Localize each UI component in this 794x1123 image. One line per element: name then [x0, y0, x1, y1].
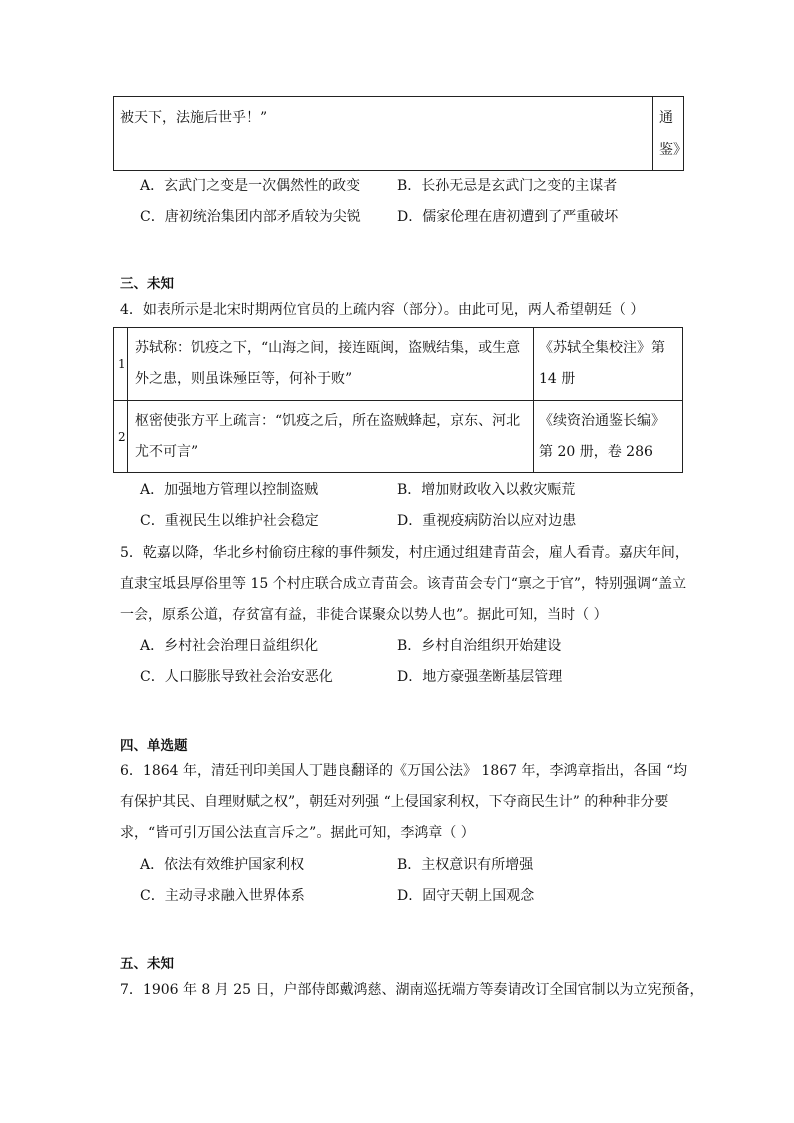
row-number: 2 — [118, 430, 126, 444]
option-c[interactable]: C．主动寻求融入世界体系 — [140, 888, 305, 904]
row-number: 1 — [118, 357, 126, 371]
section-title: 三、未知 — [120, 276, 174, 292]
option-d[interactable]: D．儒家伦理在唐初遭到了严重破坏 — [397, 209, 619, 225]
option-c[interactable]: C．唐初统治集团内部矛盾较为尖锐 — [140, 209, 361, 225]
table-divider — [114, 400, 683, 401]
row-content: 外之患，则虽诛殛臣等，何补于败” — [135, 371, 353, 387]
table-source-text: 通 — [659, 110, 673, 126]
row-content: 苏轼称：饥疫之下，“山海之间，接连瓯闽，盗贼结集，或生意 — [135, 340, 521, 356]
option-b[interactable]: B．增加财政收入以救灾赈荒 — [397, 482, 576, 498]
table-divider — [652, 97, 653, 170]
option-d[interactable]: D．地方豪强垄断基层管理 — [397, 669, 563, 685]
option-b[interactable]: B．长孙无忌是玄武门之变的主谋者 — [397, 178, 618, 194]
option-a[interactable]: A．乡村社会治理日益组织化 — [140, 638, 319, 654]
question-stem: 一会，原系公道，存贫富有益，非徒合谋聚众以势人也”。据此可知，当时（ ） — [120, 607, 608, 623]
row-source: 《续资治通鉴长编》 — [539, 413, 665, 429]
option-a[interactable]: A．依法有效维护国家利权 — [140, 857, 305, 873]
row-source: 14 册 — [539, 371, 576, 387]
question-stem: 直隶宝坻县厚俗里等 15 个村庄联合成立青苗会。该青苗会专门“禀之于官”，特别强调“盖立 — [120, 576, 687, 592]
row-content: 枢密使张方平上疏言：“饥疫之后，所在盗贼蜂起，京东、河北 — [135, 413, 521, 429]
question-stem: 7．1906 年 8 月 25 日，户部侍郎戴鸿慈、湖南巡抚端方等奏请改订全国官制以为立宪预备， — [120, 982, 704, 998]
option-a[interactable]: A．玄武门之变是一次偶然性的政变 — [140, 178, 361, 194]
question-stem: 求，“皆可引万国公法直言斥之”。据此可知，李鸿章（ ） — [120, 825, 475, 841]
option-a[interactable]: A．加强地方管理以控制盗贼 — [140, 482, 319, 498]
question-stem: 4．如表所示是北宋时期两位官员的上疏内容（部分）。由此可见，两人希望朝廷（ ） — [120, 302, 645, 318]
option-d[interactable]: D．重视疫病防治以应对边患 — [397, 513, 577, 529]
section-title: 四、单选题 — [120, 738, 188, 754]
option-c[interactable]: C．重视民生以维护社会稳定 — [140, 513, 319, 529]
table-cell-text: 被天下，法施后世乎！” — [120, 110, 268, 126]
option-b[interactable]: B．主权意识有所增强 — [397, 857, 534, 873]
option-b[interactable]: B．乡村自治组织开始建设 — [397, 638, 562, 654]
row-source: 第 20 册，卷 286 — [539, 444, 653, 460]
row-source: 《苏轼全集校注》第 — [539, 340, 665, 356]
table-source-text: 鉴》 — [659, 142, 687, 158]
question-stem: 5．乾嘉以降，华北乡村偷窃庄稼的事件频发，村庄通过组建青苗会，雇人看青。嘉庆年间， — [120, 545, 689, 561]
section-title: 五、未知 — [120, 956, 174, 972]
option-c[interactable]: C．人口膨胀导致社会治安恶化 — [140, 669, 333, 685]
question-stem: 6．1864 年，清廷刊印美国人丁韪良翻译的《万国公法》 1867 年，李鸿章指出，各国 “均 — [120, 763, 688, 779]
option-d[interactable]: D．固守天朝上国观念 — [397, 888, 535, 904]
question-stem: 有保护其民、自理财赋之权”，朝廷对列强 “上侵国家利权，下夺商民生计” 的种种非分要 — [120, 794, 669, 810]
row-content: 尤不可言” — [135, 444, 199, 460]
